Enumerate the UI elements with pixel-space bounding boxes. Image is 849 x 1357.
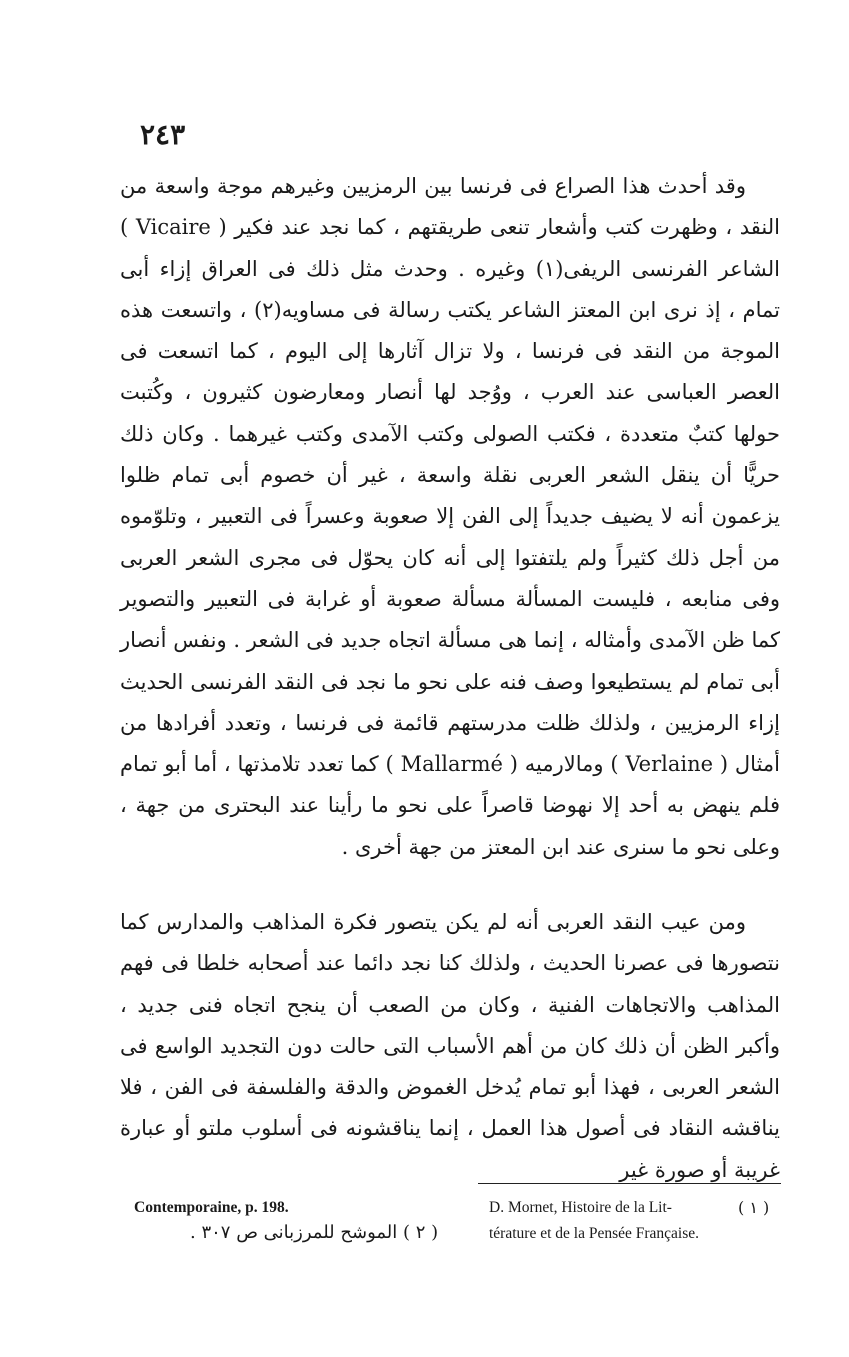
footnote-1-marker: ( ١ ): [738, 1198, 770, 1217]
body-paragraph-1: [120, 166, 780, 868]
paragraph-text: وقد أحدث هذا الصراع فى فرنسا بين الرمزيين وغيرهم موجة واسعة من النقد ، وظهرت كتب وأشعار تنعى طريقتهم ، كما نجد عند فكير ( Vicaire ) الشاعر الفرنسى الريفى(١) وغيره . وحدث مثل ذلك فى العراق إزاء أبى تمام ، إذ نرى ابن المعتز الشاعر يكتب رسالة فى مساويه(٢) ، واتسعت هذه الموجة من النقد فى فرنسا ، ولا تزال آثارها إلى اليوم ، كما اتسعت فى العصر العباسى عند العرب ، ووُجد لها أنصار ومعارضون كثيرون ، وكُتبت حولها كتبٌ متعددة ، فكتب الصولى وكتب الآمدى وكتب غيرهما . وكان ذلك حريًّا أن ينقل الشعر العربى نقلة واسعة ، غير أن خصوم أبى تمام ظلوا يزعمون أنه لا يضيف جديداً إلى الفن إلا صعوبة وعسراً فى التعبير ، وتلوّموه من أجل ذلك كثيراً ولم يلتفتوا إلى أنه كان يحوّل فى مجرى الشعر العربى وفى منابعه ، فليست المسألة مسألة صعوبة أو غرابة فى التعبير والتصوير كما ظن الآمدى وأمثاله ، إنما هى مسألة اتجاه جديد فى الشعر . ونفس أنصار أبى تمام لم يستطيعوا وصف فنه على نحو ما نجد فى النقد الفرنسى الحديث إزاء الرمزيين ، ولذلك ظلت مدرستهم قائمة فى فرنسا ، وتعدد أفرادها من أمثال ( Verlaine ) ومالارميه ( Mallarmé ) كما تعدد تلامذتها ، أما أبو تمام فلم ينهض به أحد إلا نهوضا قاصراً على نحو ما رأينا عند البحترى من جهة ، وعلى نحو ما سنرى عند ابن المعتز من جهة أخرى .: [120, 174, 781, 859]
footnote-2: ( ٢ ) الموشح للمرزبانى ص ٣٠٧ .: [190, 1222, 439, 1243]
page-number: ٢٤٣: [140, 118, 186, 151]
body-paragraph-2: [120, 902, 780, 1191]
paragraph-text: ومن عيب النقد العربى أنه لم يكن يتصور فكرة المذاهب والمدارس كما نتصورها فى عصرنا الحديث ، ولذلك كنا نجد دائما عند أصحابه خلطا فى فهم المذاهب والاتجاهات الفنية ، وكان من الصعب أن ينجح اتجاه فنى جديد ، وأكبر الظن أن ذلك كان من أهم الأسباب التى حالت دون التجديد الواسع فى الشعر العربى ، فهذا أبو تمام يُدخل الغموض والدقة والفلسفة فى الفن ، فلا يناقشه النقاد فى أصول هذا العمل ، إنما يناقشونه فى أسلوب ملتو أو عبارة غريبة أو صورة غير: [120, 910, 780, 1182]
footnote-1-line-2: térature et de la Pensée Française.: [489, 1225, 700, 1242]
footnote-1-line-1: D. Mornet, Histoire de la Lit-: [489, 1199, 672, 1216]
footnote-divider: [478, 1183, 781, 1184]
footnote-1-continuation: Contemporaine, p. 198.: [134, 1199, 289, 1216]
